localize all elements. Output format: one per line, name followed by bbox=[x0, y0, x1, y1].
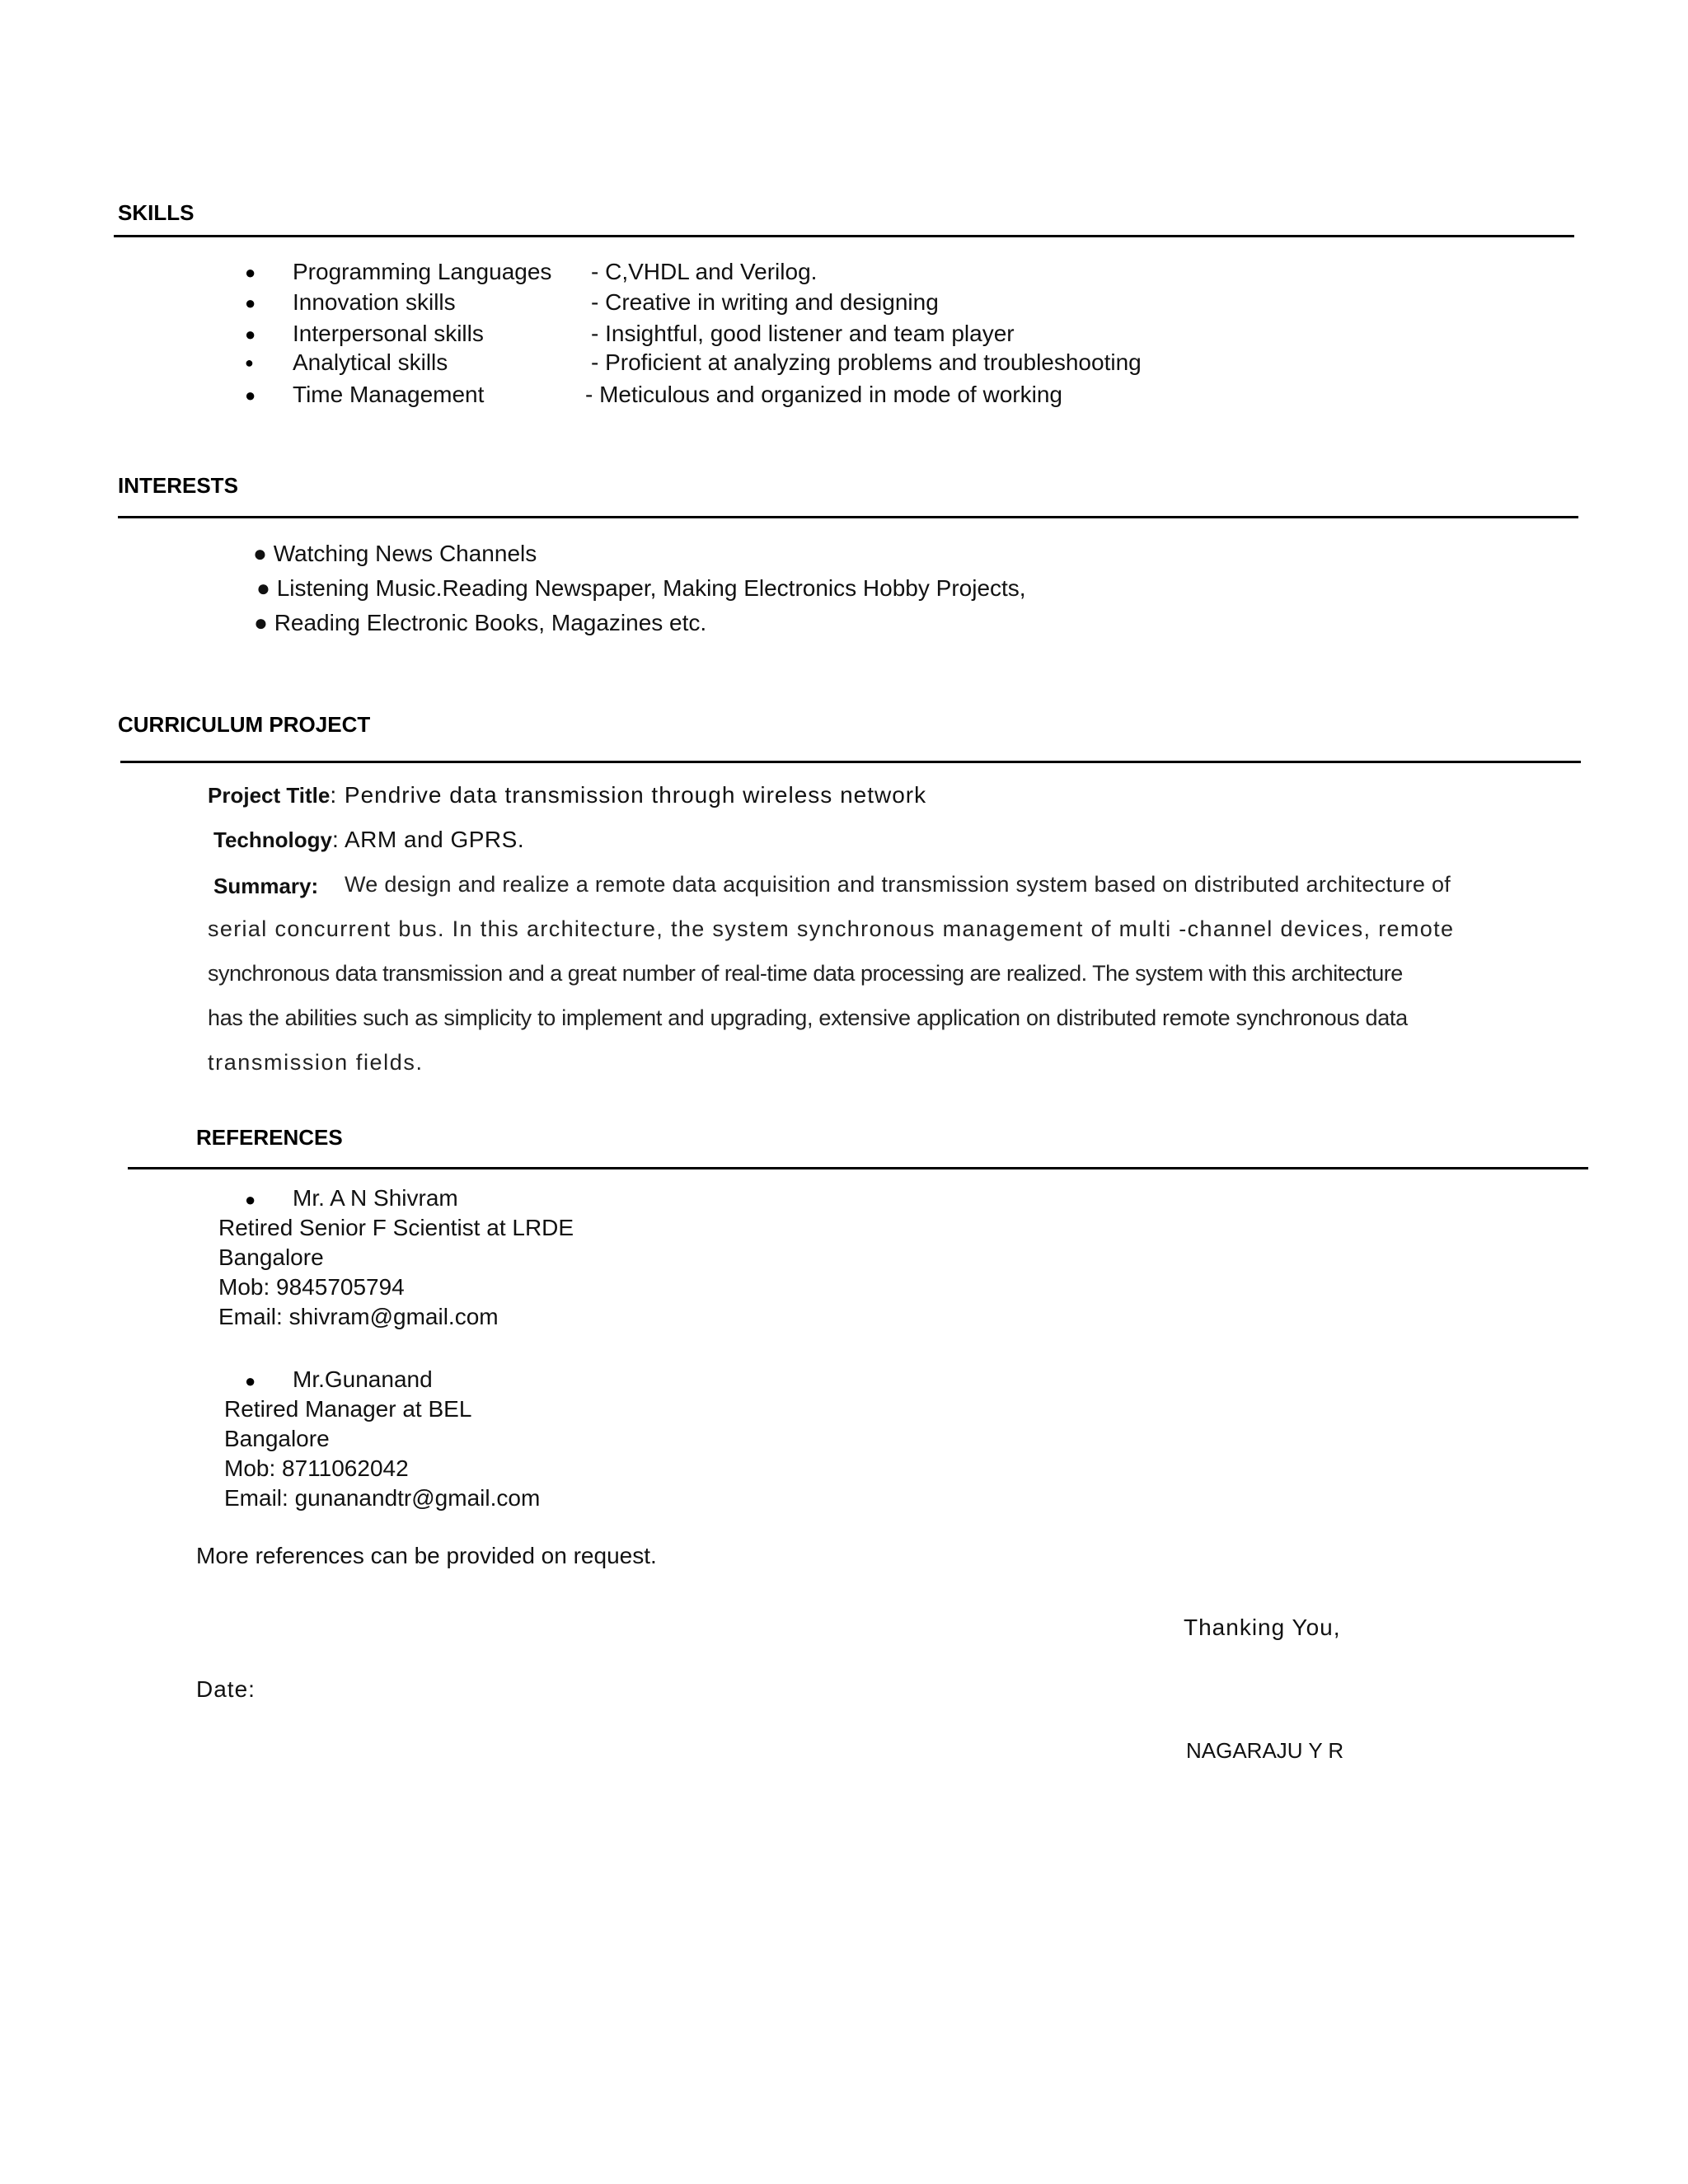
summary-line: transmission fields. bbox=[208, 1050, 424, 1075]
reference-city: Bangalore bbox=[218, 1244, 324, 1270]
reference-title: Retired Senior F Scientist at LRDE bbox=[218, 1215, 574, 1240]
project-technology-row bbox=[213, 827, 524, 853]
skill-name: Interpersonal skills bbox=[293, 321, 484, 346]
skill-description: - C,VHDL and Verilog. bbox=[591, 259, 818, 284]
reference-title: Retired Manager at BEL bbox=[224, 1396, 472, 1422]
skills-heading: SKILLS bbox=[118, 200, 195, 225]
references-heading: REFERENCES bbox=[196, 1125, 343, 1150]
reference-city: Bangalore bbox=[224, 1426, 330, 1451]
project-heading: CURRICULUM PROJECT bbox=[118, 712, 371, 737]
date-label: Date: bbox=[196, 1676, 256, 1702]
skill-name: Programming Languages bbox=[293, 259, 552, 284]
bullet-icon: ● bbox=[245, 1371, 256, 1391]
skill-description: - Insightful, good listener and team player bbox=[591, 321, 1015, 346]
interest-item: ● Reading Electronic Books, Magazines etc. bbox=[254, 610, 707, 635]
bullet-icon: ● bbox=[245, 1189, 256, 1210]
bullet-icon: ● bbox=[245, 262, 256, 283]
skill-description: - Meticulous and organized in mode of working bbox=[585, 382, 1062, 407]
bullet-icon: ● bbox=[245, 385, 256, 405]
summary-line: has the abilities such as simplicity to implement and upgrading, extensive application on distributed remote synchronous data bbox=[208, 1005, 1408, 1030]
reference-name: Mr.Gunanand bbox=[293, 1366, 433, 1392]
reference-name: Mr. A N Shivram bbox=[293, 1185, 458, 1211]
reference-email: Email: gunanandtr@gmail.com bbox=[224, 1485, 541, 1511]
summary-line: synchronous data transmission and a great number of real-time data processing are realized. The system with this architecture bbox=[208, 961, 1403, 986]
interests-heading: INTERESTS bbox=[118, 473, 238, 498]
bullet-icon: ● bbox=[245, 324, 256, 344]
project-title-value: : Pendrive data transmission through wireless network bbox=[330, 782, 927, 808]
interest-item: ● Watching News Channels bbox=[253, 541, 537, 566]
signature-name: NAGARAJU Y R bbox=[1186, 1738, 1344, 1763]
bullet-icon: ● bbox=[245, 354, 254, 371]
skill-description: - Creative in writing and designing bbox=[591, 289, 939, 315]
project-title-label: Project Title bbox=[208, 783, 331, 808]
project-technology-value: : ARM and GPRS. bbox=[331, 827, 525, 852]
reference-email: Email: shivram@gmail.com bbox=[218, 1304, 499, 1329]
interests-divider bbox=[118, 516, 1578, 518]
skill-name: Innovation skills bbox=[293, 289, 456, 315]
interest-item: ● Listening Music.Reading Newspaper, Making Electronics Hobby Projects, bbox=[256, 575, 1026, 601]
more-references-note: More references can be provided on request. bbox=[196, 1543, 657, 1568]
project-divider bbox=[120, 761, 1581, 763]
summary-line: We design and realize a remote data acquisition and transmission system based on distributed architecture of bbox=[345, 872, 1451, 897]
skill-description: - Proficient at analyzing problems and troubleshooting bbox=[591, 349, 1142, 375]
references-divider bbox=[128, 1167, 1588, 1169]
skill-name: Time Management bbox=[293, 382, 485, 407]
bullet-icon: ● bbox=[245, 293, 256, 313]
skills-divider bbox=[114, 235, 1574, 237]
project-title-row bbox=[208, 782, 926, 808]
project-technology-label: Technology bbox=[213, 827, 332, 852]
reference-mobile: Mob: 9845705794 bbox=[218, 1274, 405, 1300]
summary-line: serial concurrent bus. In this architecture, the system synchronous management of multi -channel devices, remote bbox=[208, 916, 1455, 941]
project-summary-label: Summary: bbox=[213, 874, 319, 898]
thanks-text: Thanking You, bbox=[1184, 1615, 1341, 1640]
reference-mobile: Mob: 8711062042 bbox=[224, 1455, 409, 1481]
skill-name: Analytical skills bbox=[293, 349, 448, 375]
